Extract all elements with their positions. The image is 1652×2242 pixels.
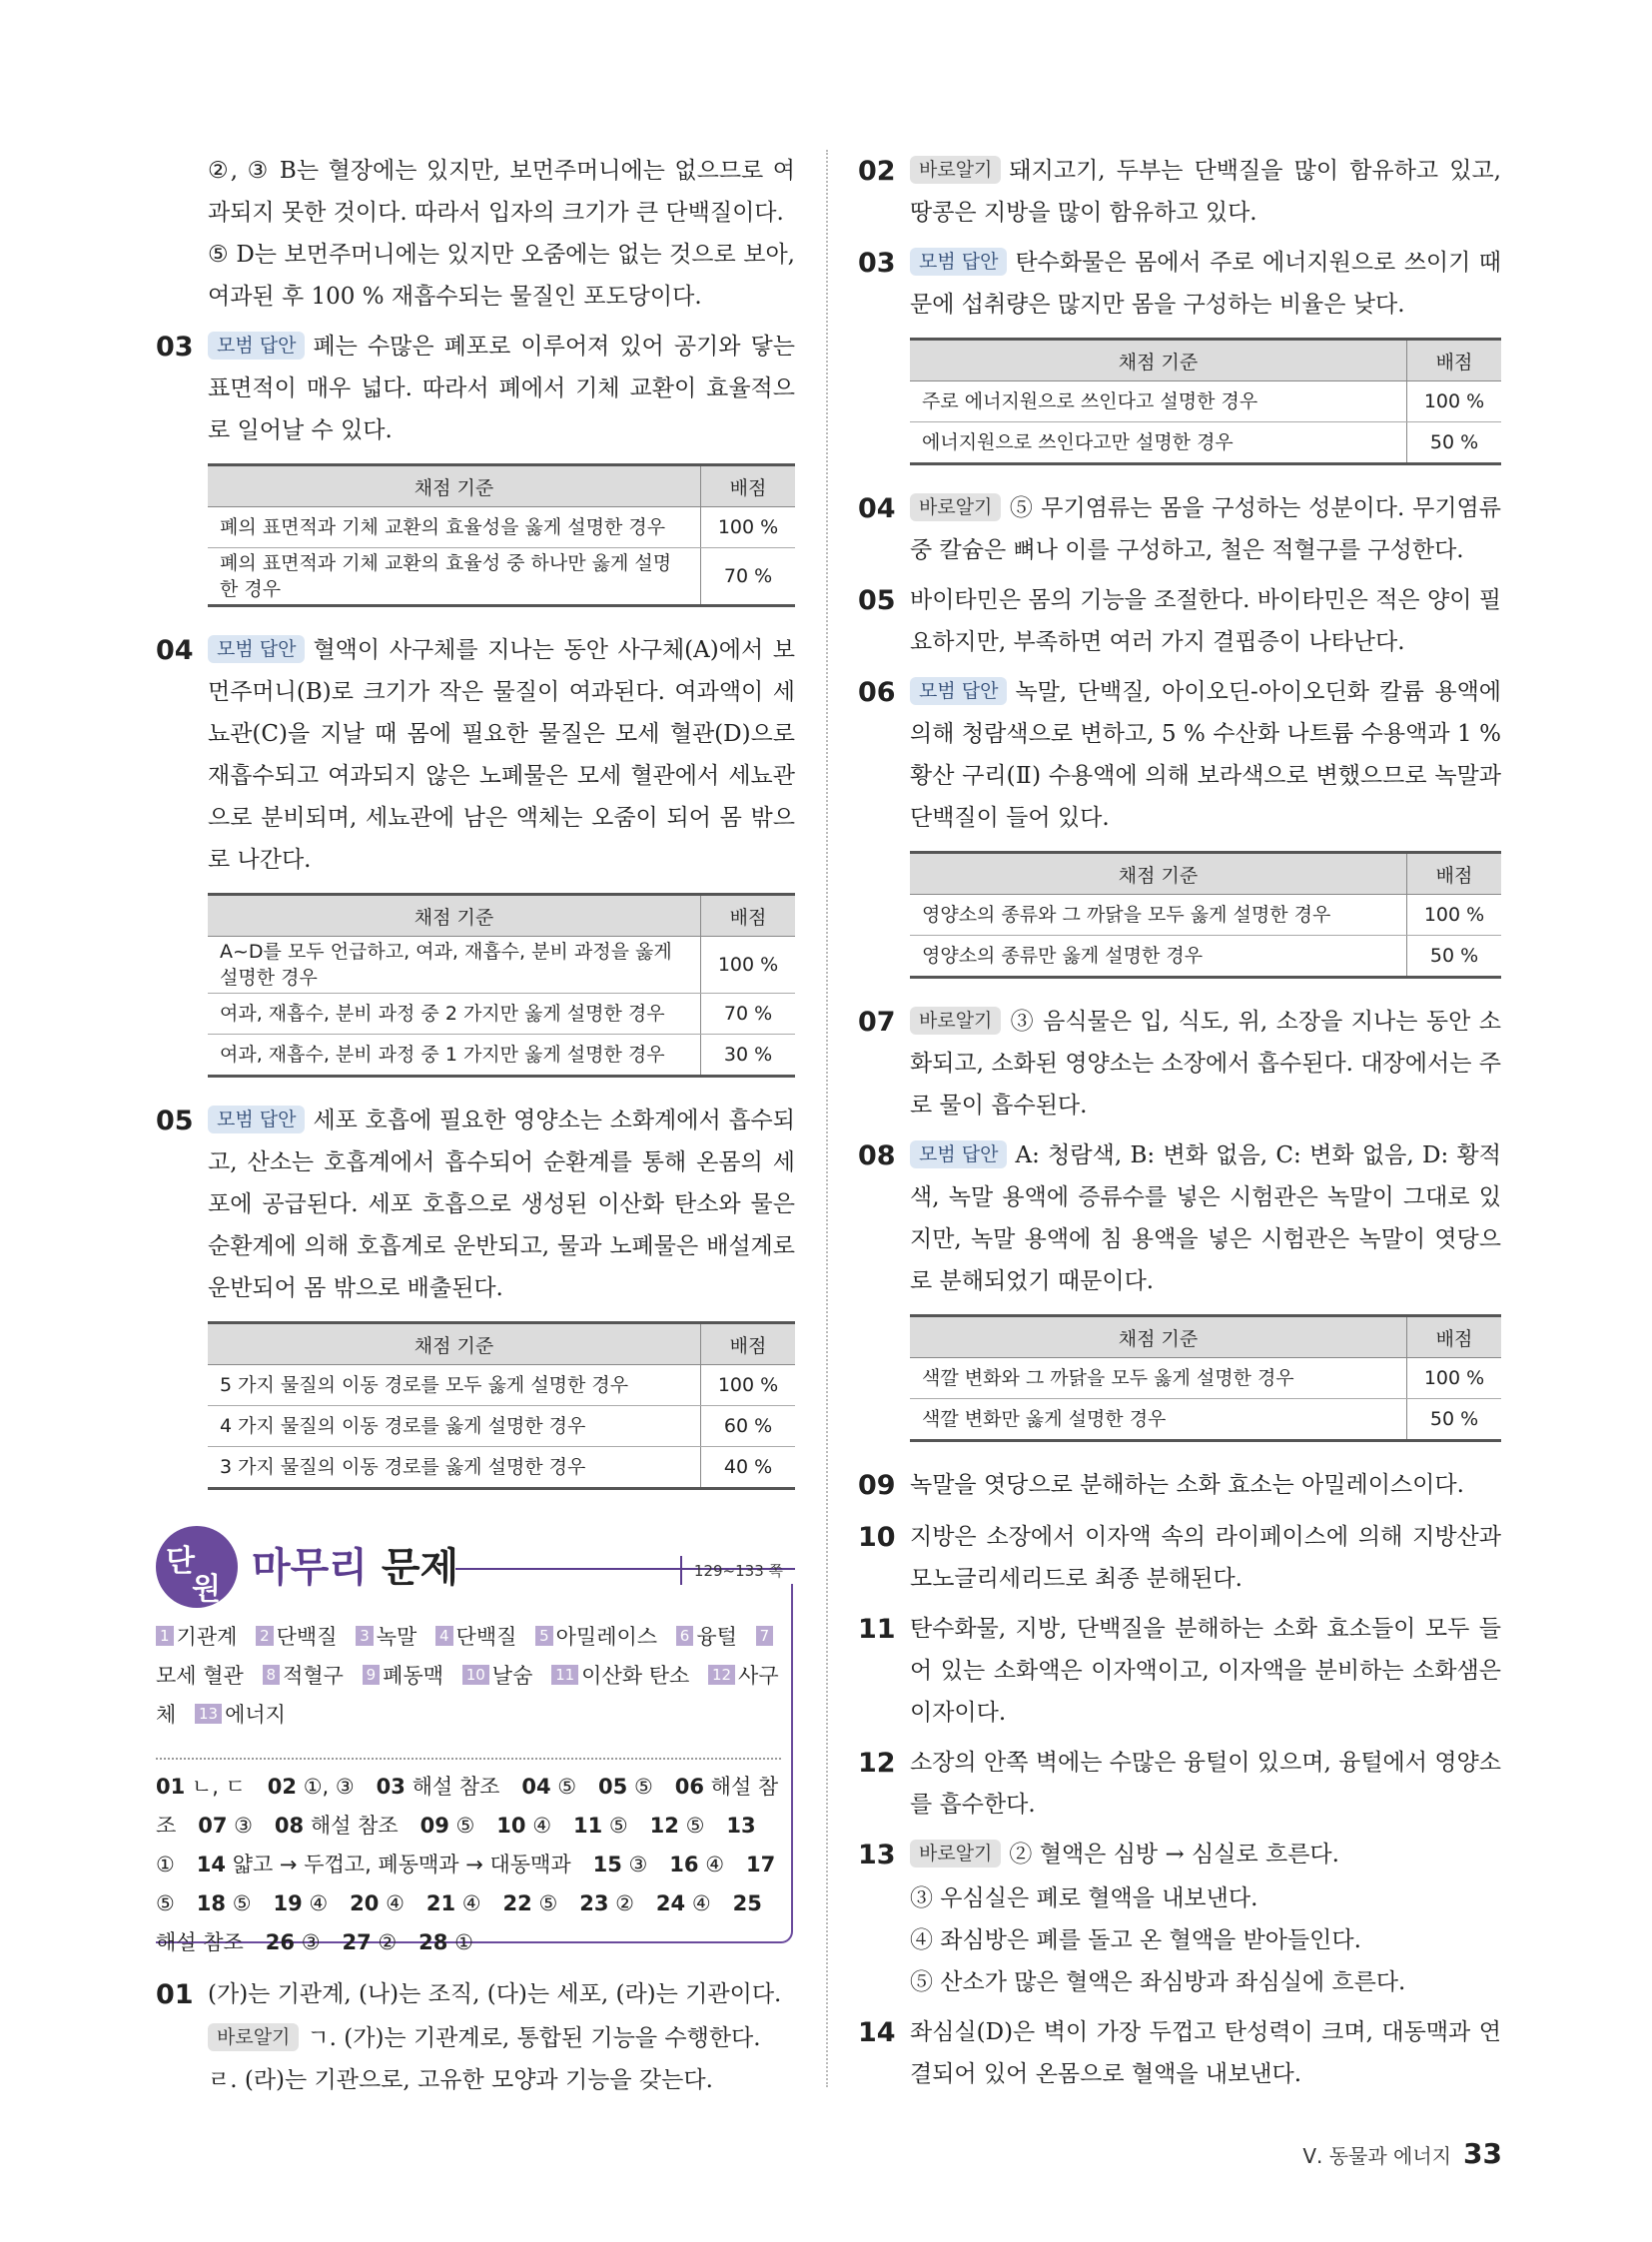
correction-badge: 바로알기 [910,1840,1001,1868]
answer-value: ①, ③ [303,1775,355,1799]
answer-body: 소장의 안쪽 벽에는 수많은 융털이 있으며, 융털에서 영양소를 흡수한다. [910,1750,1501,1818]
model-answer-badge: 모범 답안 [910,1140,1007,1168]
answer-key-item [650,1814,705,1838]
answer-text [910,1834,1501,1875]
answer-item [156,629,795,881]
answer-value: ④ [532,1814,552,1838]
header-criteria: 채점 기준 [910,1316,1407,1358]
points-cell: 100 % [1407,381,1502,422]
header-points: 배점 [701,1323,796,1365]
answer-item [858,2011,1501,2095]
answer-key-item [198,1814,253,1838]
keyword-number: 13 [195,1704,222,1724]
answer-body: 지방은 소장에서 이자액 속의 라이페이스에 의해 지방산과 모노글리세리드로 최종 분해된다. [910,1524,1501,1592]
answer-body: 녹말을 엿당으로 분해하는 소화 효소는 아밀레이스이다. [910,1472,1464,1498]
criteria-cell: 여과, 재흡수, 분비 과정 중 2 가지만 옳게 설명한 경우 [208,994,701,1035]
unit-title-accent: 마무리 [252,1545,368,1591]
answer-value: ⑤ [538,1891,558,1915]
unit-review-box [156,1526,795,1954]
answer-key-item [342,1930,397,1954]
header-criteria: 채점 기준 [208,895,701,937]
answer-number: 16 [669,1853,699,1876]
answer-value: ④ [461,1891,481,1915]
answer-key-item [669,1853,724,1876]
answer-text [208,1100,795,1309]
answer-number: 02 [267,1775,298,1799]
model-answer-badge: 모범 답안 [910,248,1007,276]
answer-value: ⑤ [455,1814,475,1838]
answer-key-item [268,1775,355,1799]
answer-number: 15 [592,1853,622,1876]
answer-number: 28 [418,1930,448,1954]
answer-item [858,579,1501,663]
keyword-number: 7 [756,1626,774,1646]
answer-item [156,1100,795,1309]
answer-item [858,1608,1501,1734]
table-row [208,507,795,548]
answer-body: 돼지고기, 두부는 단백질을 많이 함유하고 있고, 땅콩은 지방을 많이 함유하고 있다. [910,158,1501,226]
item-number: 05 [156,1106,194,1136]
answer-key-item [197,1891,252,1915]
model-answer-badge: 모범 답안 [208,1106,305,1133]
keyword-number: 11 [551,1665,578,1685]
answer-key-item [156,1775,246,1799]
answer-body: 혈액이 사구체를 지나는 동안 사구체(A)에서 보먼주머니(B)로 크기가 작은 물질이 여과된다. 여과액이 세뇨관(C)을 지날 때 몸에 필요한 물질은 모세 혈관(D)으로 재흡수되고 여과되지 않은 노폐물은 모세 혈관에서 세뇨관으로 분비되며, 세뇨관에 남은 액체는 오줌이 되어 몸 밖으로 나간다. [208,637,795,873]
column-divider [826,150,828,2087]
answer-item [858,1134,1501,1302]
answer-value: ② [615,1891,634,1915]
answer-value: ① [156,1853,175,1876]
answer-body: ② 혈액은 심방 → 심실로 흐른다. [1009,1842,1339,1868]
keyword-text: 이산화 탄소 [581,1664,690,1688]
points-cell: 100 % [1407,1358,1502,1399]
answer-key [156,1758,781,1962]
keyword-number: 8 [263,1665,281,1685]
points-cell: 100 % [1407,895,1502,936]
answer-text [910,242,1501,326]
answer-body: ③ 음식물은 입, 식도, 위, 소장을 지나는 동안 소화되고, 소화된 영양소는 소장에서 흡수된다. 대장에서는 주로 물이 흡수된다. [910,1009,1501,1119]
answer-number: 06 [674,1775,704,1799]
answer-key-item [426,1891,481,1915]
answer-body: 폐는 수많은 폐포로 이루어져 있어 공기와 닿는 표면적이 매우 넓다. 따라서 폐에서 기체 교환이 효율적으로 일어날 수 있다. [208,334,795,443]
answer-item [858,1001,1501,1126]
points-cell: 30 % [701,1035,796,1077]
answer-number: 14 [196,1853,226,1876]
answer-body: 녹말, 단백질, 아이오딘-아이오딘화 칼륨 용액에 의해 청람색으로 변하고, 5 % 수산화 나트륨 수용액과 1 % 황산 구리(Ⅱ) 수용액에 의해 보라색으로 변했으므로 녹말과 단백질이 들어 있다. [910,679,1501,831]
correction-text: ㄱ. (가)는 기관계로, 통합된 기능을 수행한다. [307,2025,761,2051]
answer-number: 25 [732,1891,762,1915]
points-cell: 100 % [701,507,796,548]
item-number: 14 [858,2017,896,2048]
keyword-number: 6 [676,1626,694,1646]
criteria-cell: 영양소의 종류만 옳게 설명한 경우 [910,936,1407,978]
item-number: 11 [858,1614,896,1645]
answer-number: 26 [265,1930,295,1954]
answer-text [208,629,795,881]
keyword-text: 단백질 [276,1625,338,1649]
criteria-cell: 5 가지 물질의 이동 경로를 모두 옳게 설명한 경우 [208,1365,701,1406]
keyword-number: 12 [708,1665,735,1685]
answer-key-item [377,1775,500,1799]
criteria-cell: 색깔 변화만 옳게 설명한 경우 [910,1399,1407,1441]
keyword-item [195,1703,286,1727]
right-column [858,150,1501,2095]
answer-item [858,1742,1501,1826]
keyword-item [676,1625,737,1649]
points-cell: 60 % [701,1406,796,1447]
answer-key-item [275,1814,399,1838]
table-row [208,548,795,606]
answer-number: 03 [376,1775,406,1799]
answer-key-item [598,1775,653,1799]
answer-item [156,1973,795,2017]
item-number: 02 [858,156,896,187]
answer-number: 10 [496,1814,526,1838]
answer-item [858,242,1501,326]
item-number: 06 [858,677,896,708]
correction-badge: 바로알기 [910,493,1001,521]
keyword-number: 1 [156,1626,174,1646]
answer-key-item [418,1930,473,1954]
points-cell: 50 % [1407,936,1502,978]
keyword-number: 9 [363,1665,381,1685]
answer-value: ④ [691,1891,711,1915]
keyword-text: 모세 혈관 [156,1664,244,1688]
answer-text [208,326,795,451]
keyword-item [435,1625,516,1649]
answer-value: 해설 참조 [310,1814,399,1838]
paragraph: ⑤ D는 보먼주머니에는 있지만 오줌에는 없는 것으로 보아, 여과된 후 100 % 재흡수되는 물질인 포도당이다. [208,242,795,310]
points-cell: 100 % [701,937,796,994]
table-row [208,1447,795,1489]
keyword-text: 융털 [696,1625,737,1649]
table-row [910,422,1501,464]
answer-number: 08 [274,1814,305,1838]
table-row [208,1365,795,1406]
answer-value: ㄴ, ㄷ [191,1775,246,1799]
table-row [910,895,1501,936]
page-range: 129~133 쪽 [680,1556,795,1585]
item-number: 07 [858,1007,896,1038]
keyword-item [263,1664,344,1688]
criteria-cell: 색깔 변화와 그 까닭을 모두 옳게 설명한 경우 [910,1358,1407,1399]
points-cell: 70 % [701,994,796,1035]
unit-title-rest: 문제 [381,1545,459,1591]
answer-number: 21 [425,1891,456,1915]
table-row [208,994,795,1035]
answer-body: (가)는 기관계, (나)는 조직, (다)는 세포, (라)는 기관이다. [208,1981,782,2007]
review-frame [156,1584,793,1954]
answer-value: ① [454,1930,473,1954]
keyword-number: 4 [435,1626,453,1646]
answer-key-item [573,1814,628,1838]
circle-char: 단 [166,1544,195,1579]
answer-key-item [350,1891,405,1915]
grading-table [208,463,795,607]
answer-text [910,487,1501,571]
answer-number: 12 [649,1814,679,1838]
item-number: 05 [858,585,896,616]
answer-body: 탄수화물은 몸에서 주로 에너지원으로 쓰이기 때문에 섭취량은 많지만 몸을 구성하는 비율은 낮다. [910,250,1501,318]
keyword-text: 폐동맥 [383,1664,444,1688]
criteria-cell: 폐의 표면적과 기체 교환의 효율성 중 하나만 옳게 설명한 경우 [208,548,701,606]
points-cell: 100 % [701,1365,796,1406]
item-number: 13 [858,1840,896,1870]
answer-value: ③ [301,1930,321,1954]
unit-answer-01 [156,1973,795,2101]
answer-value: ⑤ [232,1891,252,1915]
answer-value: 해설 참조 [412,1775,500,1799]
correction [156,2017,795,2059]
correction-text: ④ 좌심방은 폐를 돌고 온 혈액을 받아들인다. [910,1927,1361,1953]
keyword-item [356,1625,416,1649]
paragraph: ②, ③ B는 혈장에는 있지만, 보먼주머니에는 없으므로 여과되지 못한 것이다. 따라서 입자의 크기가 큰 단백질이다. [208,158,795,226]
answer-value: ⑤ [608,1814,628,1838]
answer-key-item [503,1891,558,1915]
points-cell: 50 % [1407,1399,1502,1441]
criteria-cell: 주로 에너지원으로 쓰인다고 설명한 경우 [910,381,1407,422]
item-number: 01 [156,1979,194,2010]
answer-value: 얇고 → 두껍고, 폐동맥과 → 대동맥과 [232,1853,571,1876]
answer-body: 탄수화물, 지방, 단백질을 분해하는 소화 효소들이 모두 들어 있는 소화액은 이자액이고, 이자액을 분비하는 소화샘은 이자이다. [910,1616,1501,1726]
criteria-cell: 에너지원으로 쓰인다고만 설명한 경우 [910,422,1407,464]
criteria-cell: 3 가지 물질의 이동 경로를 옳게 설명한 경우 [208,1447,701,1489]
answer-key-item [593,1853,648,1876]
answer-item [858,671,1501,839]
answer-key-item [420,1814,475,1838]
answer-key-item [579,1891,634,1915]
answer-number: 09 [419,1814,449,1838]
answer-number: 27 [342,1930,372,1954]
answer-value: ③ [234,1814,253,1838]
header-criteria: 채점 기준 [208,465,701,507]
answer-item [858,1464,1501,1508]
answer-item [858,150,1501,234]
keyword-text: 사구체 [156,1664,779,1727]
answer-value: ⑤ [633,1775,653,1799]
criteria-cell: A~D를 모두 언급하고, 여과, 재흡수, 분비 과정을 옳게 설명한 경우 [208,937,701,994]
keyword-number: 2 [256,1626,274,1646]
header-points: 배점 [1407,853,1502,895]
keyword-item [256,1625,337,1649]
answer-value: ⑤ [685,1814,705,1838]
points-cell: 70 % [701,548,796,606]
correction-text: ③ 우심실은 폐로 혈액을 내보낸다. [910,1885,1258,1911]
answer-body: 좌심실(D)은 벽이 가장 두껍고 탄성력이 크며, 대동맥과 연결되어 있어 온몸으로 혈액을 내보낸다. [910,2019,1501,2087]
points-cell: 50 % [1407,422,1502,464]
answer-value: ④ [309,1891,329,1915]
left-column [156,150,795,1512]
grading-table [910,1314,1501,1442]
model-answer-badge: 모범 답안 [910,677,1007,705]
table-row [910,381,1501,422]
item-number: 04 [858,493,896,524]
answer-value: ② [378,1930,398,1954]
answer-value: ④ [705,1853,725,1876]
header-criteria: 채점 기준 [910,340,1407,381]
grading-table [208,893,795,1078]
keyword-number: 3 [356,1626,374,1646]
answer-number: 11 [572,1814,603,1838]
table-row [208,1406,795,1447]
keyword-text: 적혈구 [283,1664,344,1688]
keyword-list [156,1618,781,1735]
keyword-text: 아밀레이스 [555,1625,658,1649]
answer-item [858,487,1501,571]
answer-number: 23 [579,1891,609,1915]
answer-key-item [273,1891,328,1915]
correction-text: ⑤ 산소가 많은 혈액은 좌심방과 좌심실에 흐른다. [910,1969,1406,1995]
answer-value: ⑤ [557,1775,577,1799]
item-number: 04 [156,635,194,666]
answer-number: 19 [273,1891,303,1915]
answer-text [910,671,1501,839]
table-row [910,936,1501,978]
answer-item [858,1834,1501,1877]
table-row [208,937,795,994]
header-criteria: 채점 기준 [910,853,1407,895]
item-number: 03 [156,332,194,363]
answer-number: 24 [655,1891,686,1915]
grading-table [208,1321,795,1490]
answer-number: 07 [198,1814,228,1838]
correction-badge: 바로알기 [910,156,1001,184]
answer-text [910,1134,1501,1302]
keyword-text: 단백질 [455,1625,517,1649]
answer-number: 20 [350,1891,380,1915]
page-footer [1302,2137,1502,2170]
answer-number: 13 [726,1814,756,1838]
answer-key-item [521,1775,576,1799]
answer-number: 05 [598,1775,628,1799]
header-points: 배점 [701,465,796,507]
keyword-text: 녹말 [376,1625,417,1649]
table-row [910,1399,1501,1441]
header-criteria: 채점 기준 [208,1323,701,1365]
points-cell: 40 % [701,1447,796,1489]
answer-value: ⑤ [156,1891,175,1915]
criteria-cell: 폐의 표면적과 기체 교환의 효율성을 옳게 설명한 경우 [208,507,701,548]
answer-body: 세포 호흡에 필요한 영양소는 소화계에서 흡수되고, 산소는 호흡계에서 흡수되어 순환계를 통해 온몸의 세포에 공급된다. 세포 호흡으로 생성된 이산화 탄소와 물은 순환계에 의해 호흡계로 운반되고, 물과 노폐물은 배설계로 운반되어 몸 밖으로 배출된다. [208,1108,795,1301]
item-number: 10 [858,1522,896,1553]
item-number: 12 [858,1748,896,1779]
answer-key-item [197,1853,571,1876]
page-number: 33 [1463,2137,1502,2170]
keyword-text: 기관계 [176,1625,238,1649]
answer-number: 01 [156,1775,186,1799]
answer-number: 22 [502,1891,532,1915]
table-row [910,1358,1501,1399]
answer-number: 04 [521,1775,551,1799]
keyword-item [462,1664,533,1688]
answer-value: 해설 참조 [156,1775,779,1838]
circle-char: 원 [192,1572,221,1607]
answer-value: ④ [386,1891,405,1915]
answer-key-item [266,1930,321,1954]
keyword-number: 5 [535,1626,553,1646]
header-points: 배점 [701,895,796,937]
section-title: Ⅴ. 동물과 에너지 [1302,2144,1452,2168]
keyword-text: 날숨 [491,1664,533,1688]
answer-item [156,326,795,451]
criteria-cell: 영양소의 종류와 그 까닭을 모두 옳게 설명한 경우 [910,895,1407,936]
item-number: 09 [858,1470,896,1501]
answer-item [858,1516,1501,1600]
grading-table [910,851,1501,979]
header-points: 배점 [1407,1316,1502,1358]
answer-body: 바이타민은 몸의 기능을 조절한다. 바이타민은 적은 양이 필요하지만, 부족하면 여러 가지 결핍증이 나타난다. [910,587,1501,655]
model-answer-badge: 모범 답안 [208,332,305,360]
keyword-number: 10 [462,1665,489,1685]
table-row [208,1035,795,1077]
keyword-text: 에너지 [225,1703,286,1727]
item-number: 08 [858,1140,896,1171]
model-answer-badge: 모범 답안 [208,635,305,663]
correction-badge: 바로알기 [910,1007,1001,1035]
answer-text [910,1001,1501,1126]
answer-text [910,150,1501,234]
answer-number: 17 [745,1853,776,1876]
answer-key-item [496,1814,551,1838]
answer-number: 18 [196,1891,226,1915]
answer-value: ③ [628,1853,648,1876]
answer-key-item [656,1891,711,1915]
item-number: 03 [858,248,896,279]
keyword-item [363,1664,443,1688]
grading-table [910,338,1501,465]
answer-body: ⑤ 무기염류는 몸을 구성하는 성분이다. 무기염류 중 칼슘은 뼈나 이를 구성하고, 철은 적혈구를 구성한다. [910,495,1501,563]
keyword-item [535,1625,657,1649]
answer-value: 해설 참조 [156,1930,244,1954]
header-points: 배점 [1407,340,1502,381]
keyword-item [156,1625,237,1649]
keyword-item [551,1664,689,1688]
criteria-cell: 여과, 재흡수, 분비 과정 중 1 가지만 옳게 설명한 경우 [208,1035,701,1077]
criteria-cell: 4 가지 물질의 이동 경로를 옳게 설명한 경우 [208,1406,701,1447]
correction-text: ㄹ. (라)는 기관으로, 고유한 모양과 기능을 갖는다. [208,2067,713,2093]
correction-badge: 바로알기 [208,2023,299,2051]
answer-body: A: 청람색, B: 변화 없음, C: 변화 없음, D: 황적색, 녹말 용액에 증류수를 넣은 시험관은 녹말이 그대로 있지만, 녹말 용액에 침 용액을 넣은 시험관은 녹말이 엿당으로 분해되었기 때문이다. [910,1142,1501,1294]
